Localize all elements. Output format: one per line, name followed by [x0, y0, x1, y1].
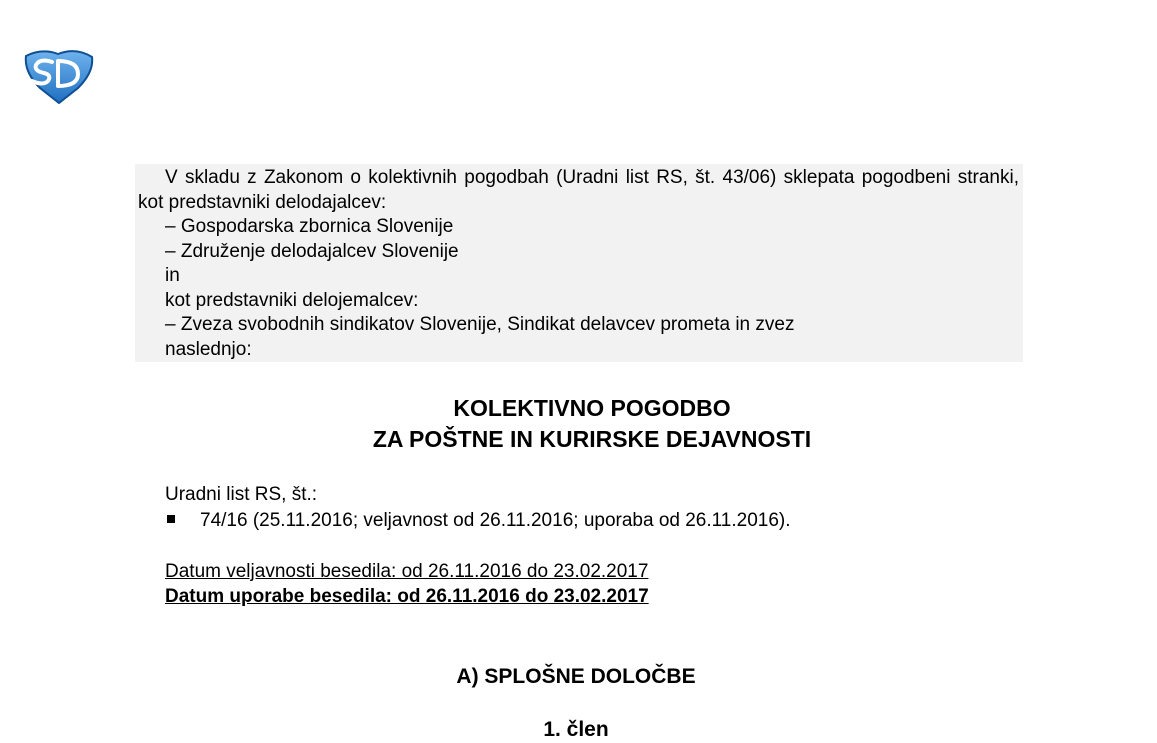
square-bullet-icon	[167, 515, 175, 523]
sd-shield-logo-icon	[22, 48, 96, 104]
application-date: Datum uporabe besedila: od 26.11.2016 do 23.02.2017	[165, 586, 649, 607]
intro-line: – Združenje delodajalcev Slovenije	[165, 240, 459, 262]
intro-line: in	[165, 265, 180, 286]
validity-date: Datum veljavnosti besedila: od 26.11.2016 do 23.02.2017	[165, 561, 649, 582]
intro-line: kot predstavniki delojemalcev:	[165, 289, 419, 311]
gazette-list-item	[165, 510, 791, 532]
intro-line: naslednjo:	[165, 338, 252, 360]
intro-line: – Zveza svobodnih sindikatov Slovenije, Sindikat delavcev prometa in zvez	[165, 314, 795, 335]
intro-line: – Gospodarska zbornica Slovenije	[165, 216, 454, 237]
intro-paragraph: V skladu z Zakonom o kolektivnih pogodbah (Uradni list RS, št. 43/06) sklepata pogodbeni stranki, kot predstavniki delodajalcev:	[138, 167, 1019, 213]
gazette-item-text: 74/16 (25.11.2016; veljavnost od 26.11.2016; uporaba od 26.11.2016).	[200, 510, 791, 531]
intro-block	[135, 164, 1023, 362]
article-heading: 1. člen	[543, 718, 609, 741]
document-title	[0, 393, 1157, 455]
title-line-2: ZA POŠTNE IN KURIRSKE DEJAVNOSTI	[372, 426, 812, 452]
section-heading: A) SPLOŠNE DOLOČBE	[456, 665, 696, 688]
gazette-label: Uradni list RS, št.:	[165, 484, 318, 505]
title-line-1: KOLEKTIVNO POGODBO	[453, 395, 731, 421]
